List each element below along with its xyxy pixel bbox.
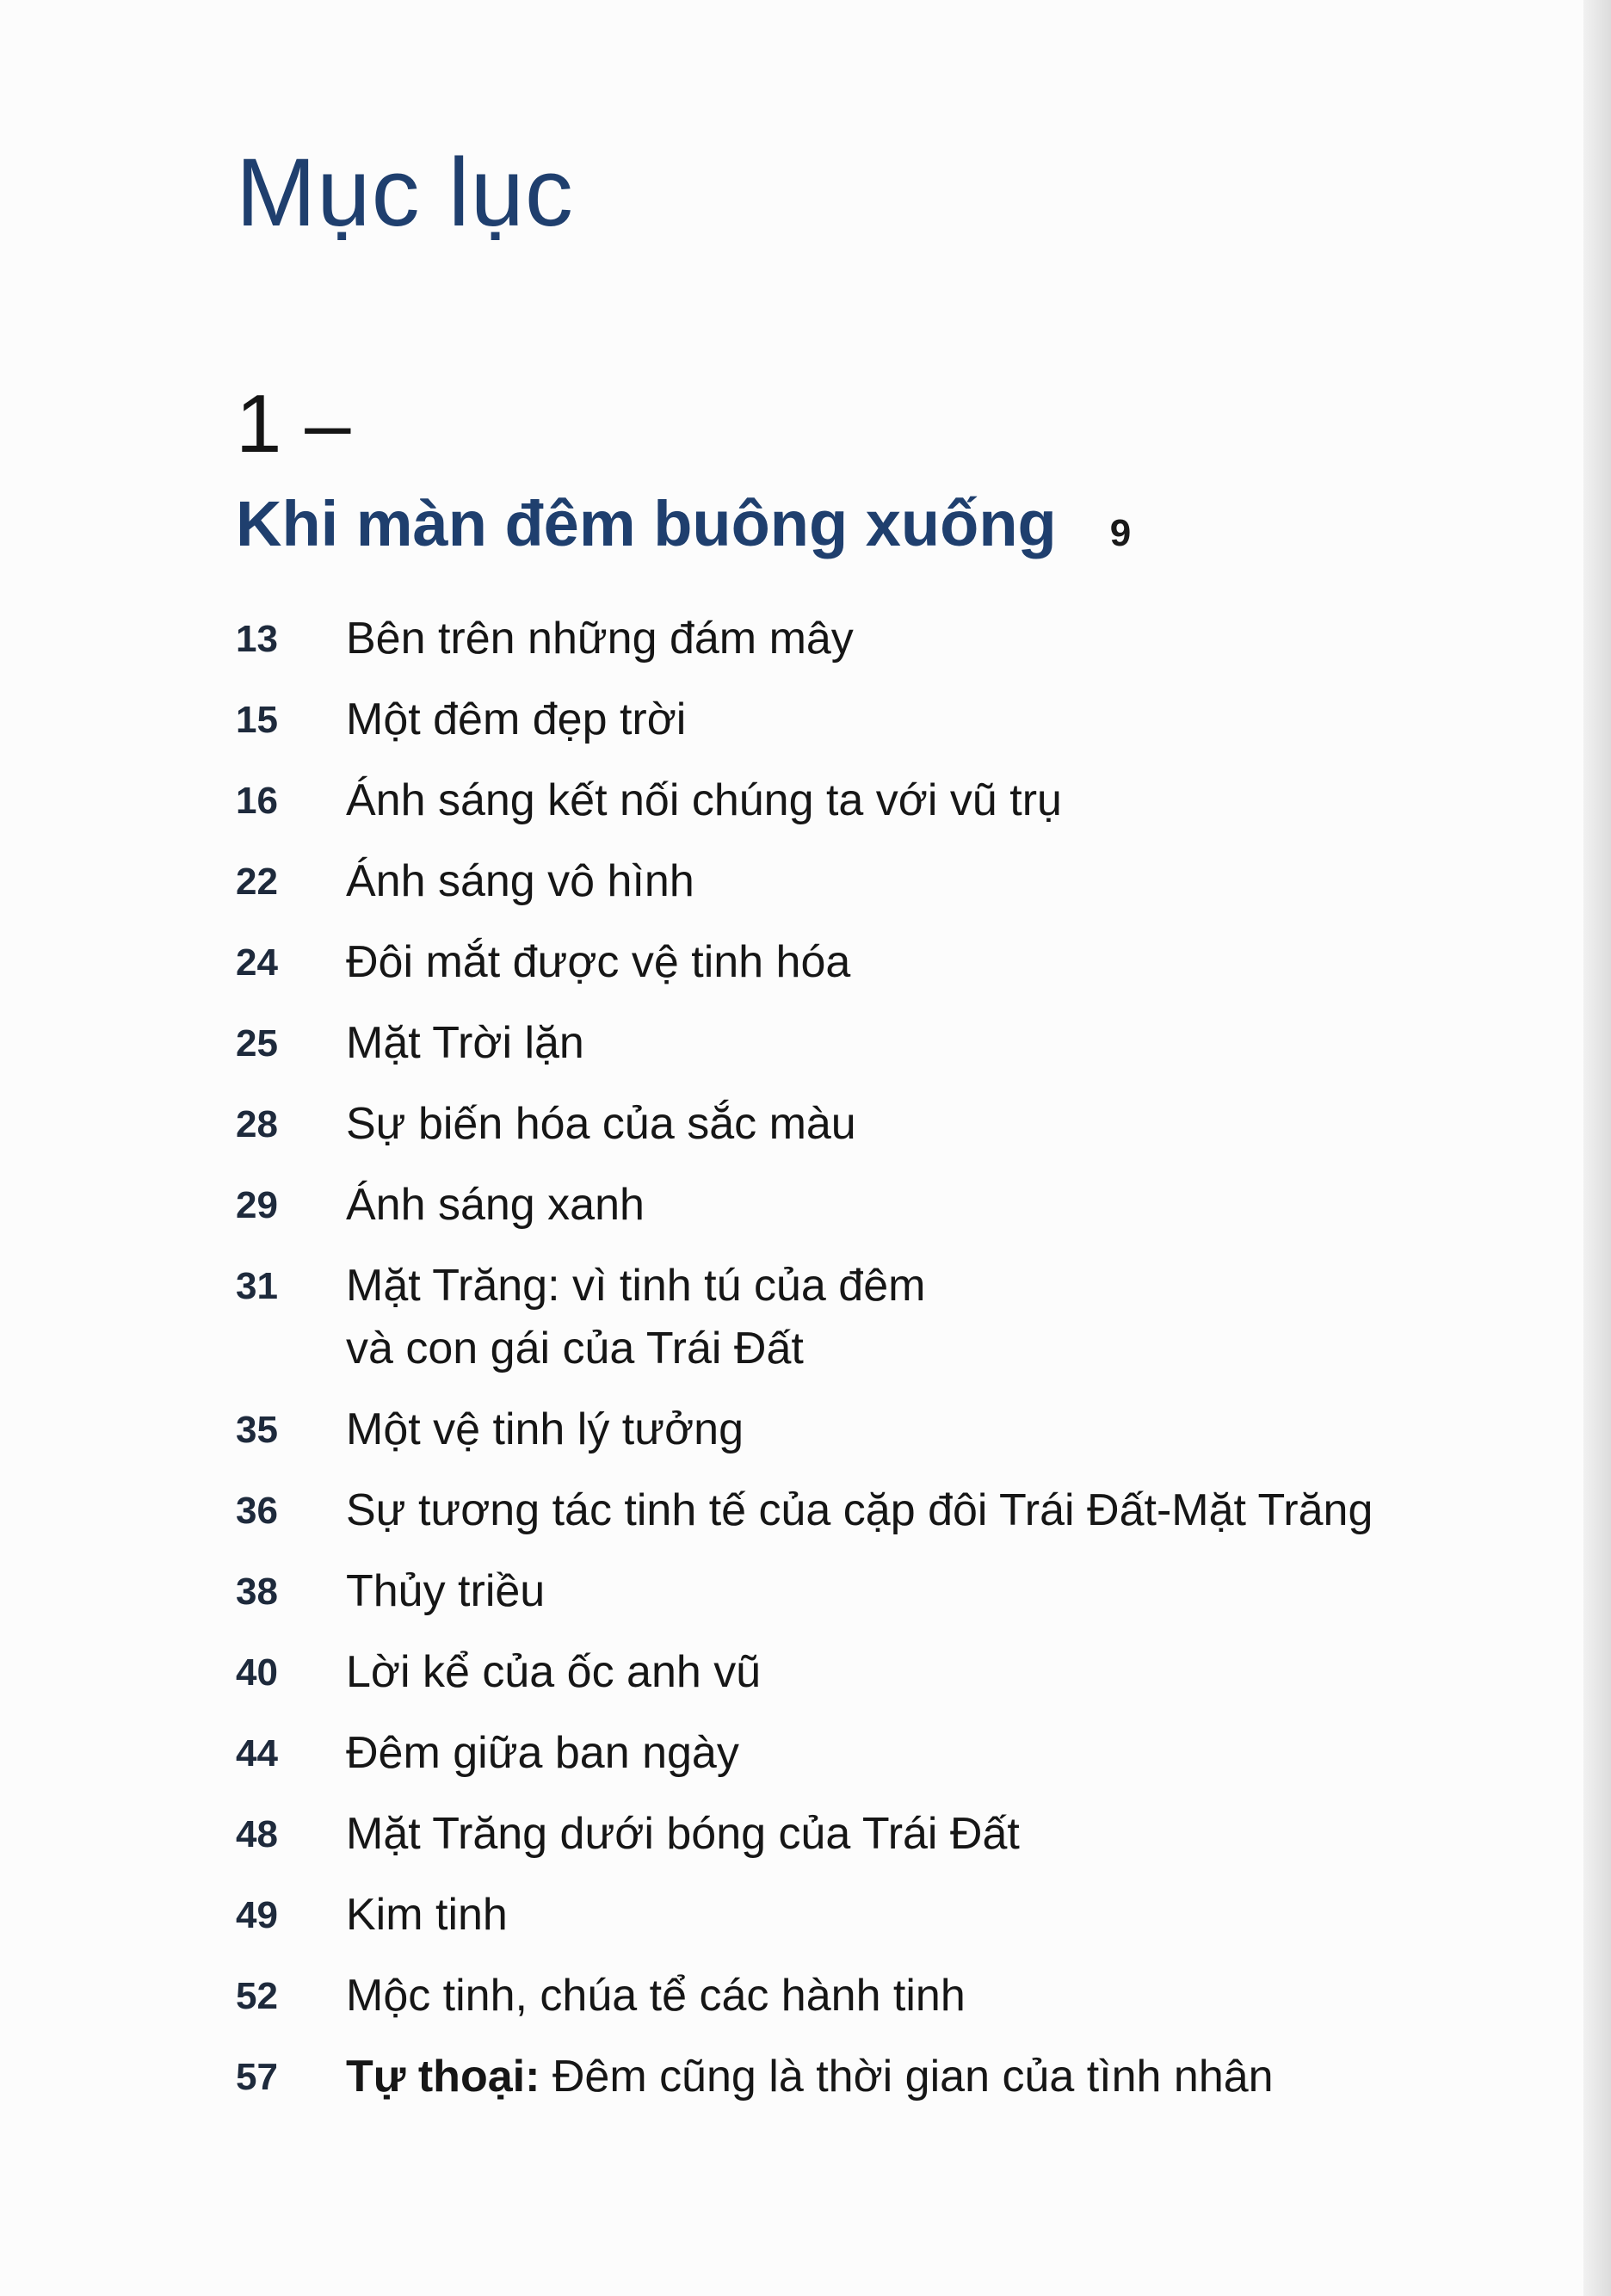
toc-entry-title	[346, 2046, 1274, 2108]
toc-entry	[236, 775, 1527, 832]
toc-page-number: 29	[236, 1184, 278, 1226]
page-title: Mục lục	[236, 139, 574, 246]
toc-entry-title	[346, 1641, 761, 1704]
toc-entry-title	[346, 931, 850, 994]
toc-entry-title-line: Đôi mắt được vệ tinh hóa	[346, 937, 851, 987]
toc-entry	[236, 1017, 1527, 1075]
toc-entry-label-bold: Tự thoại:	[346, 2052, 540, 2102]
toc-entry-title-line: Một vệ tinh lý tưởng	[346, 1404, 744, 1454]
toc-page-number: 25	[236, 1022, 278, 1065]
toc-entry-title-line: Ánh sáng kết nối chúng ta với vũ trụ	[346, 775, 1062, 825]
toc-page-number: 40	[236, 1651, 278, 1694]
section-title: Khi màn đêm buông xuống	[236, 488, 1057, 559]
toc-entry-title	[346, 608, 854, 670]
toc-entry-title	[346, 688, 686, 751]
toc-entry-title	[346, 1093, 856, 1156]
toc-entry-title-line: Ánh sáng xanh	[346, 1180, 645, 1230]
toc-entry	[236, 1179, 1527, 1237]
toc-page-number: 28	[236, 1103, 278, 1145]
toc-page-number: 48	[236, 1813, 278, 1855]
toc-entry-title	[346, 1803, 1020, 1866]
page-edge	[1583, 0, 1611, 2296]
toc-page-number: 57	[236, 2056, 278, 2098]
toc-entry	[236, 2051, 1527, 2108]
toc-entry-title	[346, 1965, 966, 2028]
toc-list	[236, 613, 1527, 2132]
toc-entry-title-line: Sự tương tác tinh tế của cặp đôi Trái Đất-Mặt Trăng	[346, 1485, 1373, 1535]
toc-entry	[236, 1484, 1527, 1542]
toc-entry	[236, 1970, 1527, 2028]
toc-entry-title	[346, 1398, 744, 1461]
section-heading	[236, 489, 1131, 559]
toc-entry-title-line: Lời kể của ốc anh vũ	[346, 1647, 762, 1697]
toc-entry-title-line: Thủy triều	[346, 1566, 546, 1616]
toc-entry-title	[346, 769, 1062, 832]
toc-entry	[236, 1889, 1527, 1947]
toc-entry-title	[346, 1560, 545, 1623]
toc-entry-title-line: Đêm giữa ban ngày	[346, 1728, 739, 1778]
toc-page-number: 49	[236, 1894, 278, 1936]
toc-entry-title	[346, 850, 694, 913]
section-page-number: 9	[1109, 512, 1132, 554]
toc-entry	[236, 855, 1527, 913]
toc-entry-title-line: Bên trên những đám mây	[346, 614, 854, 663]
toc-entry	[236, 613, 1527, 670]
toc-entry-title-line: Một đêm đẹp trời	[346, 694, 687, 744]
toc-entry	[236, 1404, 1527, 1461]
toc-entry-title	[346, 1174, 645, 1237]
toc-page-number: 36	[236, 1490, 278, 1532]
toc-page-number: 13	[236, 618, 278, 660]
section-number: 1 –	[236, 378, 351, 470]
toc-page-number: 38	[236, 1571, 278, 1613]
toc-page-number: 15	[236, 699, 278, 741]
toc-page-number: 16	[236, 780, 278, 822]
toc-entry-title-line: và con gái của Trái Đất	[346, 1324, 804, 1373]
toc-page-number: 22	[236, 861, 278, 903]
toc-page-number: 44	[236, 1732, 278, 1774]
toc-page-number: 24	[236, 941, 278, 984]
toc-entry	[236, 1808, 1527, 1866]
toc-entry-title-line: Mặt Trời lặn	[346, 1018, 584, 1068]
toc-entry	[236, 1260, 1527, 1380]
toc-entry-title-line	[346, 2046, 1274, 2108]
toc-entry-label-text: Đêm cũng là thời gian của tình nhân	[540, 2052, 1274, 2102]
toc-entry-title	[346, 1722, 739, 1785]
toc-page-number: 35	[236, 1409, 278, 1451]
toc-entry	[236, 1727, 1527, 1785]
toc-entry-title	[346, 1012, 584, 1075]
toc-entry	[236, 936, 1527, 994]
toc-page-number: 52	[236, 1975, 278, 2017]
toc-entry-title-line: Ánh sáng vô hình	[346, 856, 694, 906]
toc-entry-title-line: Kim tinh	[346, 1890, 508, 1940]
toc-entry-title-line: Mặt Trăng dưới bóng của Trái Đất	[346, 1809, 1020, 1859]
toc-entry-title-line: Sự biến hóa của sắc màu	[346, 1099, 856, 1149]
toc-entry	[236, 694, 1527, 751]
toc-entry-title-line: Mộc tinh, chúa tể các hành tinh	[346, 1971, 966, 2021]
toc-page-number: 31	[236, 1265, 278, 1307]
toc-entry-title	[346, 1884, 508, 1947]
toc-entry-title	[346, 1479, 1373, 1542]
toc-entry	[236, 1646, 1527, 1704]
toc-entry	[236, 1098, 1527, 1156]
toc-entry	[236, 1565, 1527, 1623]
toc-entry-title-line: Mặt Trăng: vì tinh tú của đêm	[346, 1261, 926, 1311]
toc-entry-title	[346, 1255, 925, 1380]
